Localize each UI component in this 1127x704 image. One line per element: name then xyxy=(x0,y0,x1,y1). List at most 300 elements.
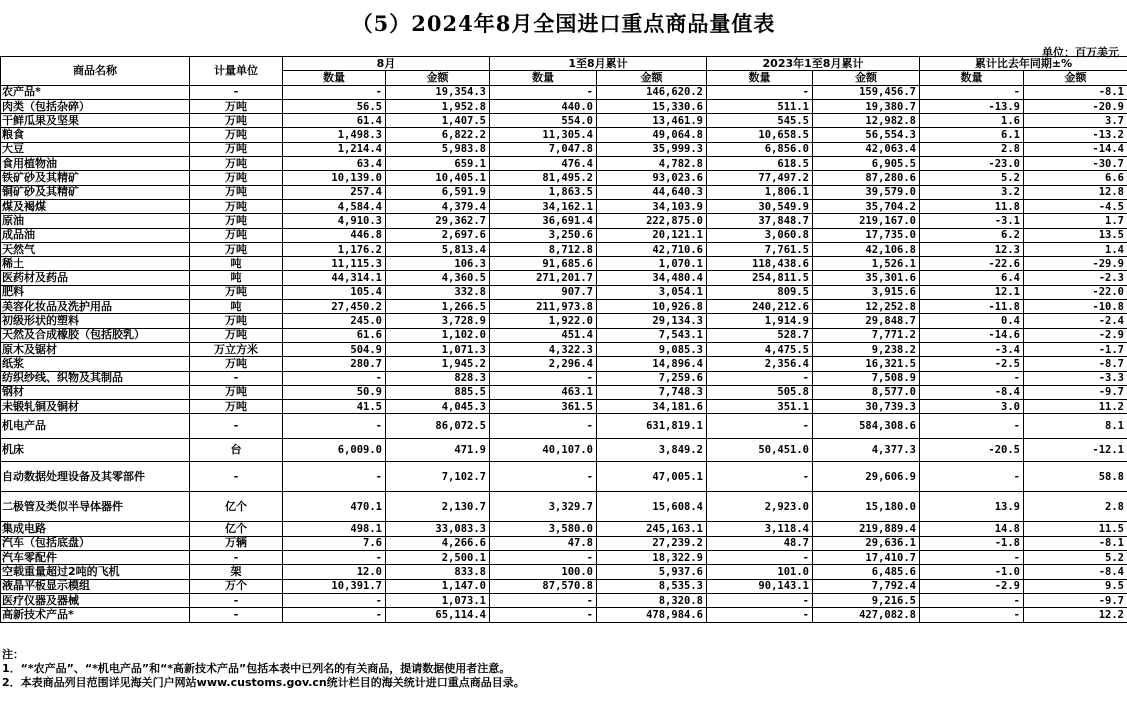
commodity-name: 干鲜瓜果及坚果 xyxy=(1,114,190,128)
value-cell: 5,983.8 xyxy=(386,142,490,156)
measure-unit: 万吨 xyxy=(190,357,283,371)
value-cell: - xyxy=(490,551,597,565)
value-cell: 511.1 xyxy=(707,99,813,113)
value-cell: 257.4 xyxy=(283,185,386,199)
value-cell: -2.5 xyxy=(920,357,1024,371)
commodity-name: 汽车（包括底盘） xyxy=(1,536,190,550)
value-cell: 106.3 xyxy=(386,257,490,271)
measure-unit: - xyxy=(190,593,283,607)
value-cell: 7,748.3 xyxy=(597,385,707,399)
commodity-name: 自动数据处理设备及其零部件 xyxy=(1,462,190,492)
measure-unit: 万吨 xyxy=(190,185,283,199)
value-cell: 809.5 xyxy=(707,285,813,299)
commodity-name: 医疗仪器及器械 xyxy=(1,593,190,607)
value-cell: 1,806.1 xyxy=(707,185,813,199)
header-amt: 金额 xyxy=(597,71,707,85)
value-cell: 7,792.4 xyxy=(813,579,920,593)
value-cell: 4,910.3 xyxy=(283,214,386,228)
value-cell: 18,322.9 xyxy=(597,551,707,565)
value-cell: 4,360.5 xyxy=(386,271,490,285)
table-row xyxy=(1,551,1127,565)
commodity-name: 医药材及药品 xyxy=(1,271,190,285)
value-cell: - xyxy=(283,608,386,622)
table-row xyxy=(1,157,1127,171)
table-row xyxy=(1,142,1127,156)
value-cell: 10,926.8 xyxy=(597,300,707,314)
value-cell: 63.4 xyxy=(283,157,386,171)
value-cell: 159,456.7 xyxy=(813,85,920,99)
value-cell: 528.7 xyxy=(707,328,813,342)
table-row xyxy=(1,242,1127,256)
value-cell: - xyxy=(490,608,597,622)
value-cell: 7,102.7 xyxy=(386,462,490,492)
value-cell: 833.8 xyxy=(386,565,490,579)
value-cell: - xyxy=(707,608,813,622)
value-cell: -8.7 xyxy=(1024,357,1127,371)
table-row xyxy=(1,214,1127,228)
commodity-name: 铜矿砂及其精矿 xyxy=(1,185,190,199)
header-qty: 数量 xyxy=(920,71,1024,85)
value-cell: 146,620.2 xyxy=(597,85,707,99)
value-cell: - xyxy=(490,371,597,385)
measure-unit: 万辆 xyxy=(190,536,283,550)
value-cell: 451.4 xyxy=(490,328,597,342)
value-cell: 34,103.9 xyxy=(597,199,707,213)
table-row xyxy=(1,228,1127,242)
value-cell: 42,063.4 xyxy=(813,142,920,156)
table-row xyxy=(1,385,1127,399)
value-cell: 49,064.8 xyxy=(597,128,707,142)
value-cell: 40,107.0 xyxy=(490,439,597,462)
value-cell: 361.5 xyxy=(490,400,597,414)
value-cell: 240,212.6 xyxy=(707,300,813,314)
report-title: （5）2024年8月全国进口重点商品量值表 xyxy=(351,11,776,36)
value-cell: 14.8 xyxy=(920,522,1024,536)
value-cell: 105.4 xyxy=(283,285,386,299)
value-cell: -10.8 xyxy=(1024,300,1127,314)
value-cell: 34,162.1 xyxy=(490,199,597,213)
value-cell: 10,139.0 xyxy=(283,171,386,185)
value-cell: 2,697.6 xyxy=(386,228,490,242)
value-cell: 10,405.1 xyxy=(386,171,490,185)
value-cell: - xyxy=(283,371,386,385)
value-cell: 4,377.3 xyxy=(813,439,920,462)
value-cell: 10,391.7 xyxy=(283,579,386,593)
table-row xyxy=(1,285,1127,299)
value-cell: 1,102.0 xyxy=(386,328,490,342)
commodity-name: 钢材 xyxy=(1,385,190,399)
value-cell: 12,982.8 xyxy=(813,114,920,128)
table-row xyxy=(1,536,1127,550)
value-cell: 20,121.1 xyxy=(597,228,707,242)
value-cell: 4,045.3 xyxy=(386,400,490,414)
measure-unit: 台 xyxy=(190,439,283,462)
commodity-name: 纺织纱线、织物及其制品 xyxy=(1,371,190,385)
value-cell: 48.7 xyxy=(707,536,813,550)
commodity-name: 二极管及类似半导体器件 xyxy=(1,492,190,522)
value-cell: 35,301.6 xyxy=(813,271,920,285)
value-cell: 3.7 xyxy=(1024,114,1127,128)
commodity-name: 铁矿砂及其精矿 xyxy=(1,171,190,185)
value-cell: 8,577.0 xyxy=(813,385,920,399)
value-cell: 17,735.0 xyxy=(813,228,920,242)
table-row xyxy=(1,271,1127,285)
value-cell: 476.4 xyxy=(490,157,597,171)
value-cell: -14.6 xyxy=(920,328,1024,342)
value-cell: -3.3 xyxy=(1024,371,1127,385)
value-cell: 87,280.6 xyxy=(813,171,920,185)
value-cell: -1.8 xyxy=(920,536,1024,550)
value-cell: 2.8 xyxy=(1024,492,1127,522)
header-group-2023-jan-aug: 2023年1至8月累计 xyxy=(707,57,920,71)
value-cell: 13.5 xyxy=(1024,228,1127,242)
value-cell: -9.7 xyxy=(1024,385,1127,399)
value-cell: 351.1 xyxy=(707,400,813,414)
value-cell: - xyxy=(283,593,386,607)
measure-unit: 吨 xyxy=(190,271,283,285)
measure-unit: 万吨 xyxy=(190,228,283,242)
value-cell: - xyxy=(707,462,813,492)
value-cell: 50.9 xyxy=(283,385,386,399)
value-cell: 9,216.5 xyxy=(813,593,920,607)
table-row xyxy=(1,185,1127,199)
measure-unit: 万吨 xyxy=(190,114,283,128)
value-cell: 0.4 xyxy=(920,314,1024,328)
value-cell: 2,296.4 xyxy=(490,357,597,371)
measure-unit: - xyxy=(190,608,283,622)
commodity-name: 美容化妆品及洗护用品 xyxy=(1,300,190,314)
value-cell: - xyxy=(920,414,1024,439)
value-cell: 61.4 xyxy=(283,114,386,128)
value-cell: 1.7 xyxy=(1024,214,1127,228)
commodity-name: 原木及锯材 xyxy=(1,342,190,356)
value-cell: 631,819.1 xyxy=(597,414,707,439)
value-cell: 332.8 xyxy=(386,285,490,299)
value-cell: 6,009.0 xyxy=(283,439,386,462)
value-cell: - xyxy=(707,85,813,99)
value-cell: 1,214.4 xyxy=(283,142,386,156)
table-row xyxy=(1,579,1127,593)
measure-unit: 万吨 xyxy=(190,214,283,228)
value-cell: 90,143.1 xyxy=(707,579,813,593)
value-cell: 29,636.1 xyxy=(813,536,920,550)
measure-unit: 架 xyxy=(190,565,283,579)
table-row xyxy=(1,199,1127,213)
value-cell: 1,863.5 xyxy=(490,185,597,199)
value-cell: 36,691.4 xyxy=(490,214,597,228)
value-cell: 3,329.7 xyxy=(490,492,597,522)
value-cell: 91,685.6 xyxy=(490,257,597,271)
value-cell: - xyxy=(920,593,1024,607)
measure-unit: 万吨 xyxy=(190,142,283,156)
value-cell: 11.5 xyxy=(1024,522,1127,536)
value-cell: -30.7 xyxy=(1024,157,1127,171)
value-cell: -8.1 xyxy=(1024,536,1127,550)
value-cell: -2.4 xyxy=(1024,314,1127,328)
value-cell: 5.2 xyxy=(920,171,1024,185)
measure-unit: 万吨 xyxy=(190,242,283,256)
value-cell: 15,330.6 xyxy=(597,99,707,113)
table-row xyxy=(1,522,1127,536)
commodity-name: 成品油 xyxy=(1,228,190,242)
value-cell: -2.9 xyxy=(920,579,1024,593)
table-row xyxy=(1,565,1127,579)
value-cell: 50,451.0 xyxy=(707,439,813,462)
header-unit: 计量单位 xyxy=(190,57,283,86)
value-cell: -8.1 xyxy=(1024,85,1127,99)
value-cell: -13.2 xyxy=(1024,128,1127,142)
value-cell: -23.0 xyxy=(920,157,1024,171)
value-cell: 618.5 xyxy=(707,157,813,171)
value-cell: 6,856.0 xyxy=(707,142,813,156)
value-cell: 1,176.2 xyxy=(283,242,386,256)
commodity-name: 空载重量超过2吨的飞机 xyxy=(1,565,190,579)
value-cell: 58.8 xyxy=(1024,462,1127,492)
value-cell: 6,905.5 xyxy=(813,157,920,171)
value-cell: 19,354.3 xyxy=(386,85,490,99)
value-cell: 828.3 xyxy=(386,371,490,385)
measure-unit: - xyxy=(190,371,283,385)
value-cell: 41.5 xyxy=(283,400,386,414)
commodity-name: 原油 xyxy=(1,214,190,228)
value-cell: 12.8 xyxy=(1024,185,1127,199)
value-cell: 5.2 xyxy=(1024,551,1127,565)
value-cell: 30,739.3 xyxy=(813,400,920,414)
header-qty: 数量 xyxy=(490,71,597,85)
value-cell: 2,356.4 xyxy=(707,357,813,371)
value-cell: 4,782.8 xyxy=(597,157,707,171)
header-amt: 金额 xyxy=(813,71,920,85)
value-cell: 27,450.2 xyxy=(283,300,386,314)
value-cell: 9,238.2 xyxy=(813,342,920,356)
value-cell: 545.5 xyxy=(707,114,813,128)
value-cell: 29,606.9 xyxy=(813,462,920,492)
value-cell: 14,896.4 xyxy=(597,357,707,371)
value-cell: -4.5 xyxy=(1024,199,1127,213)
commodity-name: 汽车零配件 xyxy=(1,551,190,565)
value-cell: 81,495.2 xyxy=(490,171,597,185)
value-cell: -3.1 xyxy=(920,214,1024,228)
commodity-name: 肥料 xyxy=(1,285,190,299)
value-cell: 2,500.1 xyxy=(386,551,490,565)
value-cell: 39,579.0 xyxy=(813,185,920,199)
value-cell: 56,554.3 xyxy=(813,128,920,142)
value-cell: 33,083.3 xyxy=(386,522,490,536)
value-cell: 498.1 xyxy=(283,522,386,536)
value-cell: - xyxy=(283,462,386,492)
value-cell: 93,023.6 xyxy=(597,171,707,185)
value-cell: 3.2 xyxy=(920,185,1024,199)
commodity-name: 天然气 xyxy=(1,242,190,256)
footnote-1: 1．“*农产品”、“*机电产品”和“*高新技术产品”包括本表中已列名的有关商品，提请数据使用者注意。 xyxy=(2,662,511,675)
value-cell: 42,710.6 xyxy=(597,242,707,256)
value-cell: - xyxy=(490,593,597,607)
value-cell: -22.6 xyxy=(920,257,1024,271)
measure-unit: 吨 xyxy=(190,300,283,314)
commodity-name: 煤及褐煤 xyxy=(1,199,190,213)
value-cell: 440.0 xyxy=(490,99,597,113)
value-cell: 271,201.7 xyxy=(490,271,597,285)
value-cell: 17,410.7 xyxy=(813,551,920,565)
table-row xyxy=(1,300,1127,314)
measure-unit: 万吨 xyxy=(190,157,283,171)
value-cell: 4,266.6 xyxy=(386,536,490,550)
measure-unit: - xyxy=(190,462,283,492)
value-cell: 7,543.1 xyxy=(597,328,707,342)
value-cell: -20.5 xyxy=(920,439,1024,462)
value-cell: 12.0 xyxy=(283,565,386,579)
commodity-name: 食用植物油 xyxy=(1,157,190,171)
value-cell: - xyxy=(920,608,1024,622)
value-cell: 5,813.4 xyxy=(386,242,490,256)
value-cell: 3.0 xyxy=(920,400,1024,414)
table-row xyxy=(1,439,1127,462)
value-cell: - xyxy=(707,551,813,565)
value-cell: 30,549.9 xyxy=(707,199,813,213)
table-row xyxy=(1,171,1127,185)
value-cell: 35,999.3 xyxy=(597,142,707,156)
value-cell: 1,914.9 xyxy=(707,314,813,328)
commodity-name: 未锻轧铜及铜材 xyxy=(1,400,190,414)
value-cell: 5,937.6 xyxy=(597,565,707,579)
commodity-name: 大豆 xyxy=(1,142,190,156)
value-cell: 2,130.7 xyxy=(386,492,490,522)
commodity-name: 肉类（包括杂碎） xyxy=(1,99,190,113)
value-cell: -1.7 xyxy=(1024,342,1127,356)
header-amt: 金额 xyxy=(386,71,490,85)
value-cell: 2,923.0 xyxy=(707,492,813,522)
value-cell: 1,922.0 xyxy=(490,314,597,328)
value-cell: 6.1 xyxy=(920,128,1024,142)
value-cell: -20.9 xyxy=(1024,99,1127,113)
measure-unit: - xyxy=(190,85,283,99)
value-cell: 118,438.6 xyxy=(707,257,813,271)
value-cell: 3,915.6 xyxy=(813,285,920,299)
value-cell: 2.8 xyxy=(920,142,1024,156)
value-cell: -8.4 xyxy=(1024,565,1127,579)
value-cell: 16,321.5 xyxy=(813,357,920,371)
value-cell: 13,461.9 xyxy=(597,114,707,128)
measure-unit: - xyxy=(190,551,283,565)
value-cell: -13.9 xyxy=(920,99,1024,113)
value-cell: 7,761.5 xyxy=(707,242,813,256)
value-cell: 470.1 xyxy=(283,492,386,522)
value-cell: 1,498.3 xyxy=(283,128,386,142)
value-cell: 12,252.8 xyxy=(813,300,920,314)
table-row xyxy=(1,492,1127,522)
value-cell: 427,082.8 xyxy=(813,608,920,622)
value-cell: 47,005.1 xyxy=(597,462,707,492)
value-cell: 15,608.4 xyxy=(597,492,707,522)
value-cell: 11,305.4 xyxy=(490,128,597,142)
header-qty: 数量 xyxy=(283,71,386,85)
table-row xyxy=(1,114,1127,128)
value-cell: 1,073.1 xyxy=(386,593,490,607)
commodity-name: 高新技术产品* xyxy=(1,608,190,622)
value-cell: 61.6 xyxy=(283,328,386,342)
measure-unit: 万吨 xyxy=(190,199,283,213)
value-cell: 505.8 xyxy=(707,385,813,399)
commodity-name: 天然及合成橡胶（包括胶乳） xyxy=(1,328,190,342)
value-cell: 219,889.4 xyxy=(813,522,920,536)
value-cell: - xyxy=(707,593,813,607)
value-cell: 6.2 xyxy=(920,228,1024,242)
value-cell: 4,379.4 xyxy=(386,199,490,213)
value-cell: 211,973.8 xyxy=(490,300,597,314)
value-cell: 885.5 xyxy=(386,385,490,399)
value-cell: 8,712.8 xyxy=(490,242,597,256)
value-cell: - xyxy=(283,85,386,99)
value-cell: - xyxy=(490,414,597,439)
table-row xyxy=(1,328,1127,342)
measure-unit: 万个 xyxy=(190,579,283,593)
value-cell: 44,640.3 xyxy=(597,185,707,199)
header-qty: 数量 xyxy=(707,71,813,85)
commodity-name: 集成电路 xyxy=(1,522,190,536)
value-cell: 12.1 xyxy=(920,285,1024,299)
value-cell: 7,259.6 xyxy=(597,371,707,385)
value-cell: -1.0 xyxy=(920,565,1024,579)
value-cell: - xyxy=(920,85,1024,99)
value-cell: - xyxy=(920,371,1024,385)
value-cell: - xyxy=(283,414,386,439)
value-cell: - xyxy=(490,85,597,99)
table-row xyxy=(1,342,1127,356)
value-cell: 10,658.5 xyxy=(707,128,813,142)
value-cell: 1,147.0 xyxy=(386,579,490,593)
table-row xyxy=(1,608,1127,622)
value-cell: 584,308.6 xyxy=(813,414,920,439)
value-cell: -12.1 xyxy=(1024,439,1127,462)
measure-unit: - xyxy=(190,414,283,439)
value-cell: 8,535.3 xyxy=(597,579,707,593)
value-cell: 1,526.1 xyxy=(813,257,920,271)
value-cell: 3,250.6 xyxy=(490,228,597,242)
import-commodities-table xyxy=(0,56,1127,623)
value-cell: 87,570.8 xyxy=(490,579,597,593)
value-cell: 12.2 xyxy=(1024,608,1127,622)
footnote-2: 2．本表商品列目范围详见海关门户网站www.customs.gov.cn统计栏目的海关统计进口重点商品目录。 xyxy=(2,676,525,689)
commodity-name: 粮食 xyxy=(1,128,190,142)
value-cell: 245.0 xyxy=(283,314,386,328)
header-group-august: 8月 xyxy=(283,57,490,71)
value-cell: 15,180.0 xyxy=(813,492,920,522)
value-cell: 1,945.2 xyxy=(386,357,490,371)
value-cell: 1,266.5 xyxy=(386,300,490,314)
value-cell: 6.4 xyxy=(920,271,1024,285)
value-cell: 659.1 xyxy=(386,157,490,171)
value-cell: 44,314.1 xyxy=(283,271,386,285)
table-row xyxy=(1,414,1127,439)
value-cell: 4,584.4 xyxy=(283,199,386,213)
value-cell: -2.9 xyxy=(1024,328,1127,342)
value-cell: 9,085.3 xyxy=(597,342,707,356)
table-row xyxy=(1,400,1127,414)
value-cell: 478,984.6 xyxy=(597,608,707,622)
value-cell: 554.0 xyxy=(490,114,597,128)
commodity-name: 纸浆 xyxy=(1,357,190,371)
table-row xyxy=(1,99,1127,113)
commodity-name: 初级形状的塑料 xyxy=(1,314,190,328)
measure-unit: 万吨 xyxy=(190,128,283,142)
measure-unit: 亿个 xyxy=(190,492,283,522)
value-cell: 29,134.3 xyxy=(597,314,707,328)
header-name: 商品名称 xyxy=(1,57,190,86)
value-cell: -2.3 xyxy=(1024,271,1127,285)
table-body xyxy=(1,85,1127,622)
value-cell: 446.8 xyxy=(283,228,386,242)
value-cell: 7,771.2 xyxy=(813,328,920,342)
